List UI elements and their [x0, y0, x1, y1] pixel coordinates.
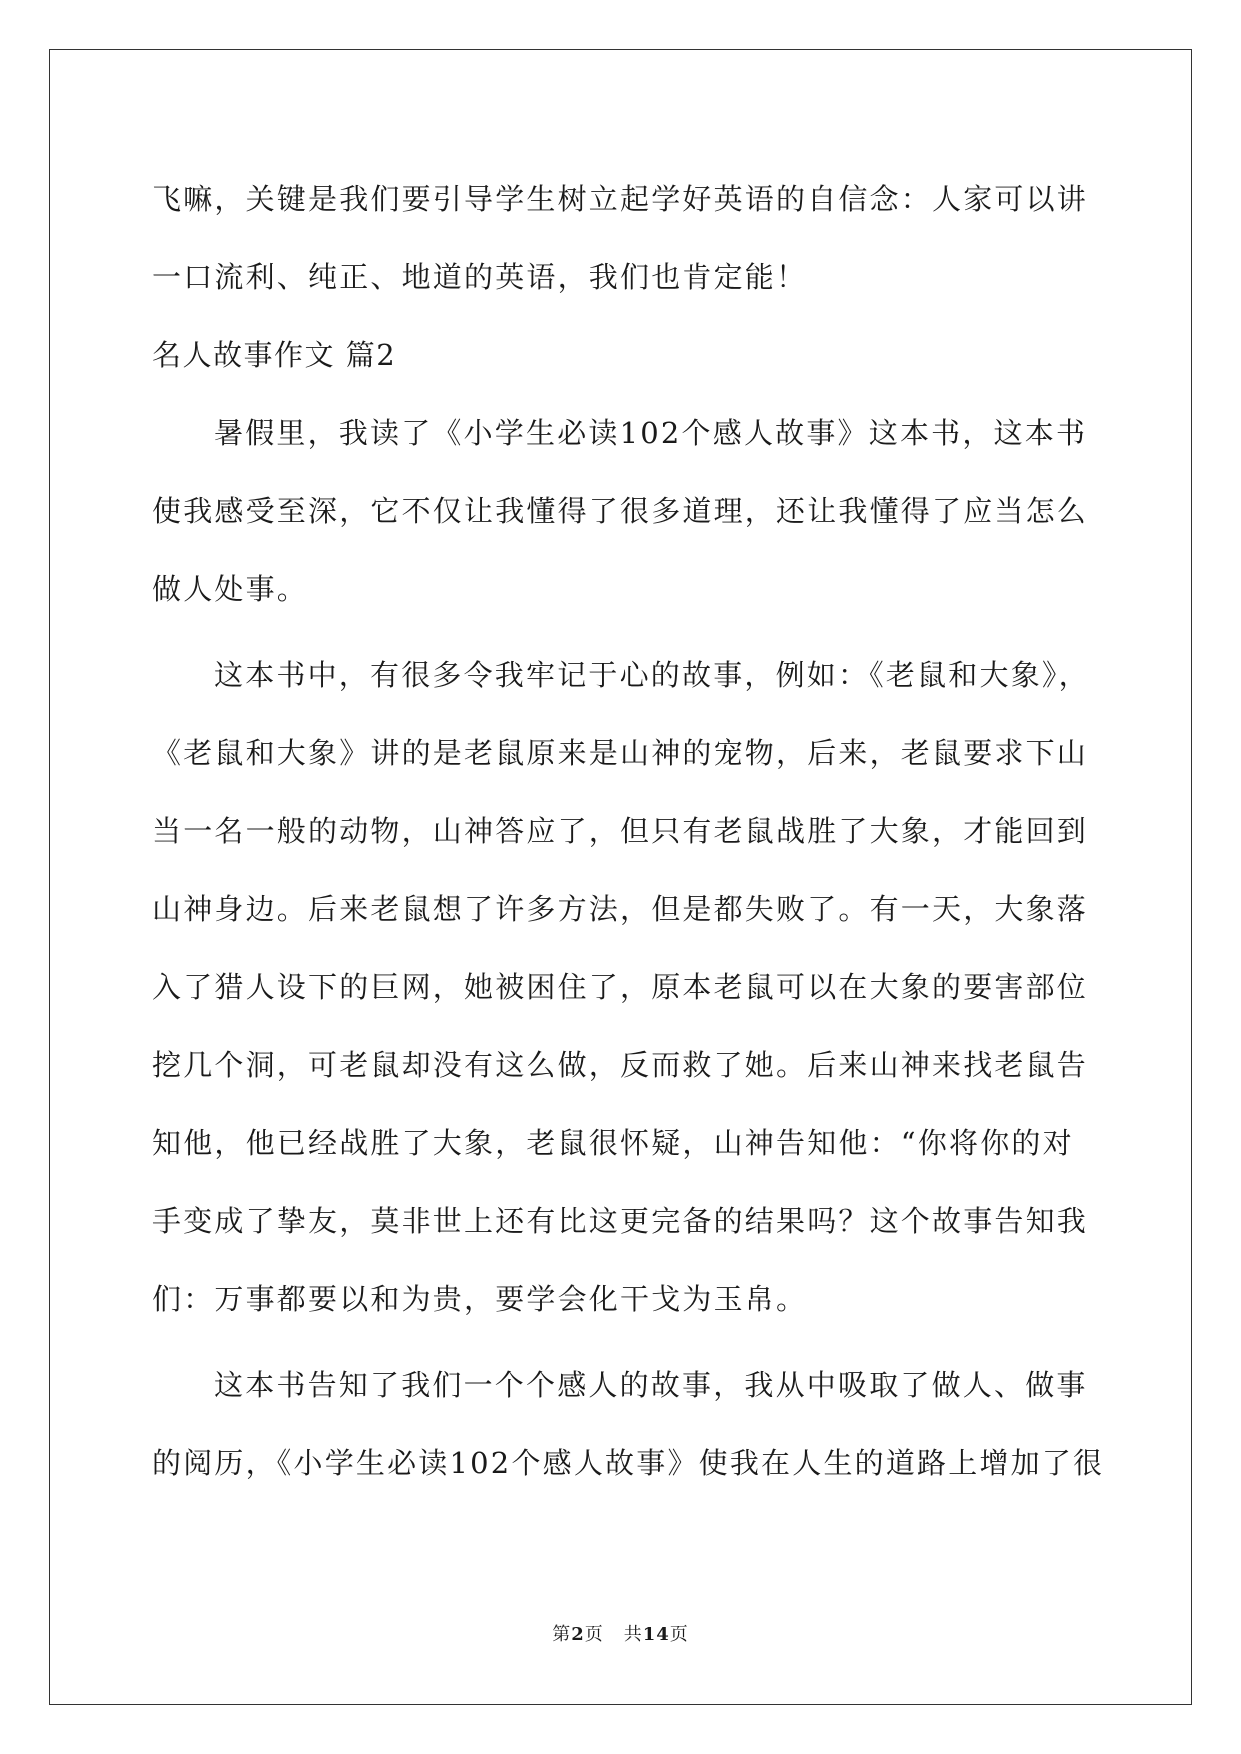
paragraph-line: 的阅历，《小学生必读102个感人故事》使我在人生的道路上增加了很 — [152, 1446, 1105, 1480]
paragraph-line: 做人处事。 — [152, 572, 309, 606]
paragraph-line: 飞嘛，关键是我们要引导学生树立起学好英语的自信念：人家可以讲 — [152, 182, 1089, 216]
paragraph-line: 当一名一般的动物，山神答应了，但只有老鼠战胜了大象，才能回到 — [152, 814, 1089, 848]
footer-total-suffix: 页 — [669, 1624, 689, 1645]
paragraph-line: 手变成了挚友，莫非世上还有比这更完备的结果吗？这个故事告知我 — [152, 1204, 1089, 1238]
paragraph-line: 知他，他已经战胜了大象，老鼠很怀疑，山神告知他：“你将你的对 — [152, 1126, 1074, 1160]
footer-page-suffix: 页 — [584, 1624, 604, 1645]
paragraph-line: 暑假里，我读了《小学生必读102个感人故事》这本书，这本书 — [214, 416, 1088, 450]
paragraph-line: 入了猎人设下的巨网，她被困住了，原本老鼠可以在大象的要害部位 — [152, 970, 1089, 1004]
paragraph-line: 挖几个洞，可老鼠却没有这么做，反而救了她。后来山神来找老鼠告 — [152, 1048, 1089, 1082]
paragraph-line: 山神身边。后来老鼠想了许多方法，但是都失败了。有一天，大象落 — [152, 892, 1089, 926]
document-body — [152, 160, 1105, 1502]
page-footer — [0, 1620, 1241, 1646]
footer-total-prefix: 共 — [623, 1624, 643, 1645]
paragraph-line: 《老鼠和大象》讲的是老鼠原来是山神的宠物，后来，老鼠要求下山 — [152, 736, 1089, 770]
section-heading: 名人故事作文 篇2 — [152, 338, 397, 372]
paragraph-line: 使我感受至深，它不仅让我懂得了很多道理，还让我懂得了应当怎么 — [152, 494, 1089, 528]
paragraph-line: 一口流利、纯正、地道的英语，我们也肯定能！ — [152, 260, 808, 294]
footer-page-total: 14 — [642, 1624, 670, 1645]
footer-page-prefix: 第 — [552, 1624, 572, 1645]
footer-page-current: 2 — [571, 1624, 585, 1645]
paragraph-line: 们：万事都要以和为贵，要学会化干戈为玉帛。 — [152, 1282, 808, 1316]
paragraph-line: 这本书告知了我们一个个感人的故事，我从中吸取了做人、做事 — [214, 1368, 1088, 1402]
paragraph-line: 这本书中，有很多令我牢记于心的故事，例如：《老鼠和大象》， — [214, 658, 1090, 692]
